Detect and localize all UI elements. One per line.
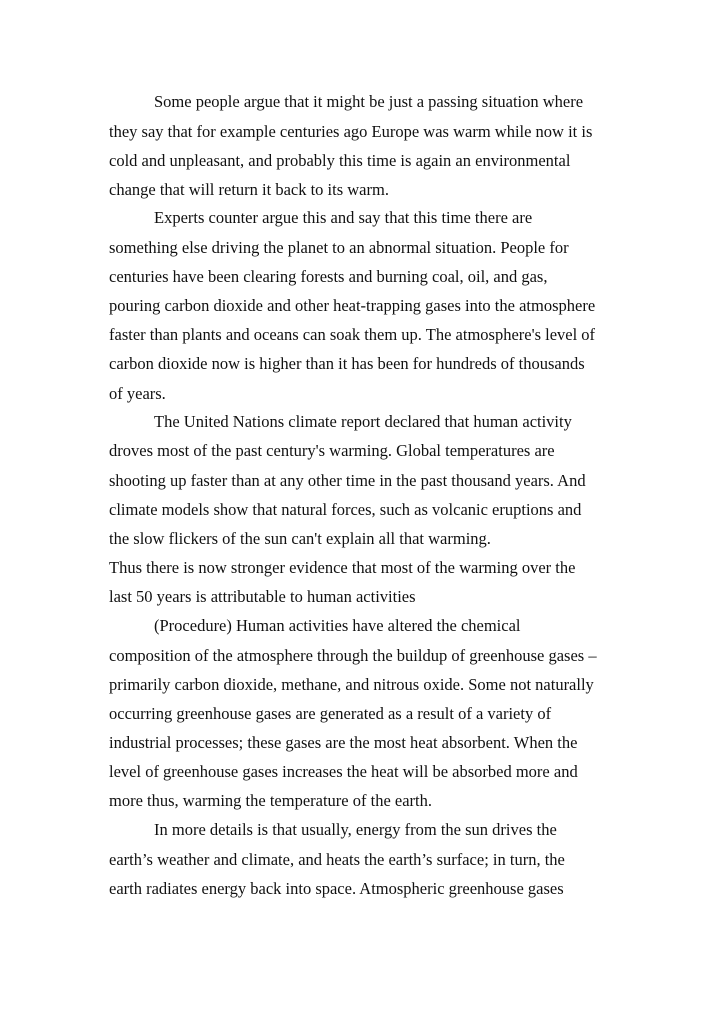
text-line: centuries have been clearing forests and burning coal, oil, and gas, <box>109 267 548 286</box>
text-line: The United Nations climate report declared that human activity <box>154 412 572 431</box>
text-line: carbon dioxide now is higher than it has been for hundreds of thousands <box>109 354 585 373</box>
text-line: level of greenhouse gases increases the heat will be absorbed more and <box>109 762 578 781</box>
text-line: occurring greenhouse gases are generated as a result of a variety of <box>109 704 552 723</box>
text-line: earth’s weather and climate, and heats the earth’s surface; in turn, the <box>109 850 565 869</box>
text-line: droves most of the past century's warming. Global temperatures are <box>109 441 555 460</box>
text-line: more thus, warming the temperature of the earth. <box>109 791 433 810</box>
text-line: earth radiates energy back into space. Atmospheric greenhouse gases <box>109 879 564 898</box>
text-line: In more details is that usually, energy from the sun drives the <box>154 820 557 839</box>
text-line: the slow flickers of the sun can't explain all that warming. <box>109 529 491 548</box>
text-line: Thus there is now stronger evidence that most of the warming over the <box>109 558 576 577</box>
text-line: change that will return it back to its warm. <box>109 180 389 199</box>
text-line: Experts counter argue this and say that this time there are <box>154 208 533 227</box>
text-line: pouring carbon dioxide and other heat-trapping gases into the atmosphere <box>109 296 596 315</box>
text-line: composition of the atmosphere through the buildup of greenhouse gases – <box>109 646 597 665</box>
text-line: (Procedure) Human activities have altered the chemical <box>154 616 521 635</box>
text-line: they say that for example centuries ago Europe was warm while now it is <box>109 122 593 141</box>
text-line: faster than plants and oceans can soak them up. The atmosphere's level of <box>109 325 596 344</box>
text-line: cold and unpleasant, and probably this time is again an environmental <box>109 151 571 170</box>
text-line: Some people argue that it might be just a passing situation where <box>154 92 584 111</box>
text-line: primarily carbon dioxide, methane, and nitrous oxide. Some not naturally <box>109 675 594 694</box>
text-line: of years. <box>109 384 166 403</box>
text-line: shooting up faster than at any other time in the past thousand years. And <box>109 471 586 490</box>
text-line: climate models show that natural forces, such as volcanic eruptions and <box>109 500 582 519</box>
text-line: industrial processes; these gases are the most heat absorbent. When the <box>109 733 578 752</box>
text-line: something else driving the planet to an abnormal situation. People for <box>109 238 569 257</box>
text-line: last 50 years is attributable to human activities <box>109 587 416 606</box>
